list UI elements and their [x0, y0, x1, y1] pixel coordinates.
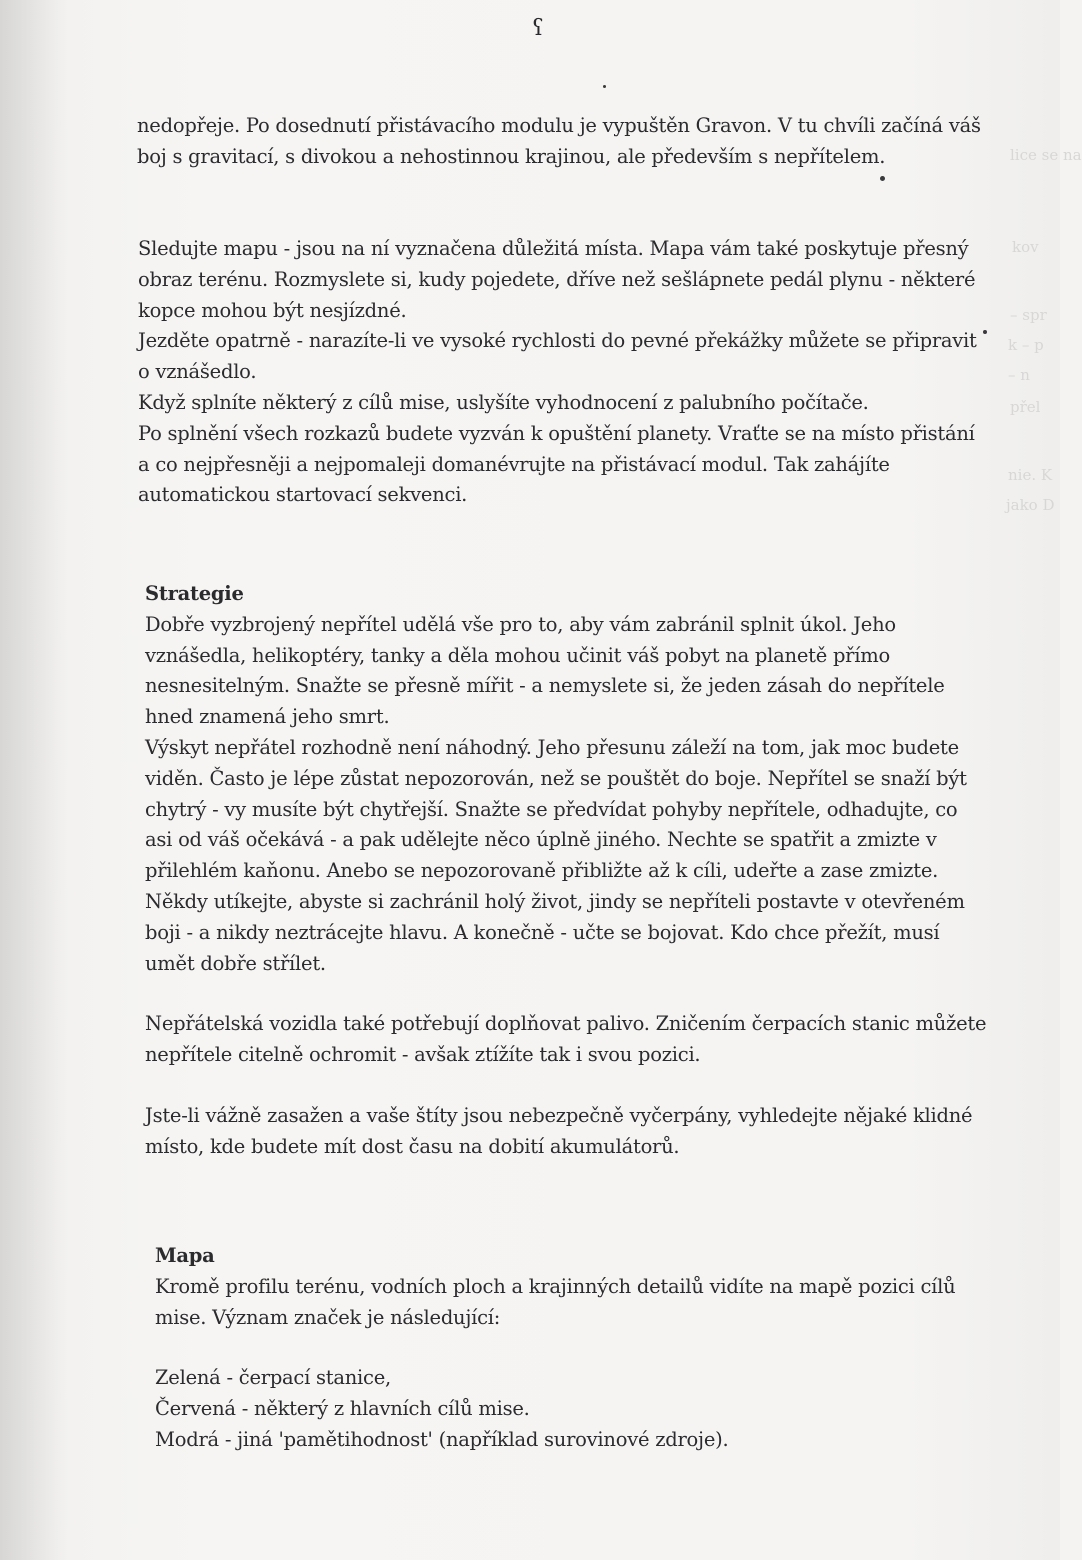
show-through-text: přel	[1010, 398, 1041, 416]
strategy-shields: Jste-li vážně zasažen a vaše štíty jsou nebezpečně vyčerpány, vyhledejte nějaké klidné místo, kde budete mít dost času na dobití akumulátorů.	[145, 1103, 973, 1158]
show-through-text: jako D	[1006, 496, 1055, 514]
strategy-heading: Strategie	[145, 582, 244, 605]
intro-paragraph: nedopřeje. Po dosednutí přistávacího modulu je vypuštěn Gravon. V tu chvíli začíná váš boj s gravitací, s divokou a nehostinnou krajinou, ale především s nepřítelem.	[137, 114, 981, 168]
map-legend-green: Zelená - čerpací stanice,	[155, 1366, 391, 1390]
instructions-line: Jezděte opatrně - narazíte-li ve vysoké rychlosti do pevné překážky můžete se připravit o vznášedlo.	[138, 329, 977, 384]
show-through-text: nie. K	[1008, 466, 1053, 484]
strategy-line: Dobře vyzbrojený nepřítel udělá vše pro to, aby vám zabránil splnit úkol. Jeho vznášedla, helikoptéry, tanky a děla mohou učinit váš pobyt na planetě přímo nesnesitelným. Snažte se přesně mířit - a nemyslete si, že jeden zásah do nepřítele hned znamená jeho smrt.	[145, 612, 945, 729]
instructions-block	[138, 234, 978, 511]
show-through-text: – spr	[1010, 306, 1047, 324]
print-speck	[880, 176, 885, 181]
show-through-text: lice se na	[1010, 146, 1082, 164]
map-legend-red: Červená - některý z hlavních cílů mise.	[155, 1397, 530, 1421]
show-through-text: – n	[1008, 366, 1030, 384]
show-through-text: k – p	[1008, 336, 1044, 354]
binding-shadow	[0, 0, 70, 1560]
print-speck	[983, 330, 987, 334]
page-mark: ʕ	[532, 16, 544, 41]
print-speck	[603, 85, 606, 88]
map-block	[155, 1241, 995, 1456]
intro-block	[137, 111, 987, 173]
instructions-line: Po splnění všech rozkazů budete vyzván k opuštění planety. Vraťte se na místo přistání a co nejpřesněji a nejpomaleji domanévrujte na přistávací modul. Tak zahájíte automatickou startovací sekvenci.	[138, 421, 975, 507]
strategy-line: Výskyt nepřátel rozhodně není náhodný. Jeho přesunu záleží na tom, jak moc budete viděn. Často je lépe zůstat nepozorován, než se pouštět do boje. Nepřítel se snaží být chytrý - vy musíte být chytřejší. Snažte se předvídat pohyby nepřítele, odhadujte, co asi od váš očekává - a pak udělejte něco úplně jiného. Nechte se spatřit a zmizte v přilehlém kaňonu. Anebo se nepozorovaně přibližte až k cíli, udeřte a zase zmizte. Někdy utíkejte, abyste si zachránil holý život, jindy se nepříteli postavte v otevřeném boji - a nikdy neztrácejte hlavu. A konečně - učte se bojovat. Kdo chce přežít, musí umět dobře střílet.	[145, 735, 967, 975]
map-legend-blue: Modrá - jiná 'pamětihodnost' (například surovinové zdroje).	[155, 1427, 729, 1451]
strategy-block	[145, 579, 990, 1163]
map-heading: Mapa	[155, 1244, 215, 1267]
show-through-text: kov	[1012, 238, 1039, 256]
instructions-line: Když splníte některý z cílů mise, uslyšíte vyhodnocení z palubního počítače.	[138, 390, 869, 414]
map-intro: Kromě profilu terénu, vodních ploch a krajinných detailů vidíte na mapě pozici cílů mise. Význam značek je následující:	[155, 1274, 956, 1329]
strategy-fuel: Nepřátelská vozidla také potřebují doplňovat palivo. Zničením čerpacích stanic můžete nepřítele citelně ochromit - avšak ztížíte tak i svou pozici.	[145, 1012, 987, 1067]
instructions-line: Sledujte mapu - jsou na ní vyznačena důležitá místa. Mapa vám také poskytuje přesný obraz terénu. Rozmyslete si, kudy pojedete, dříve než sešlápnete pedál plynu - některé kopce mohou být nesjízdné.	[138, 237, 976, 322]
